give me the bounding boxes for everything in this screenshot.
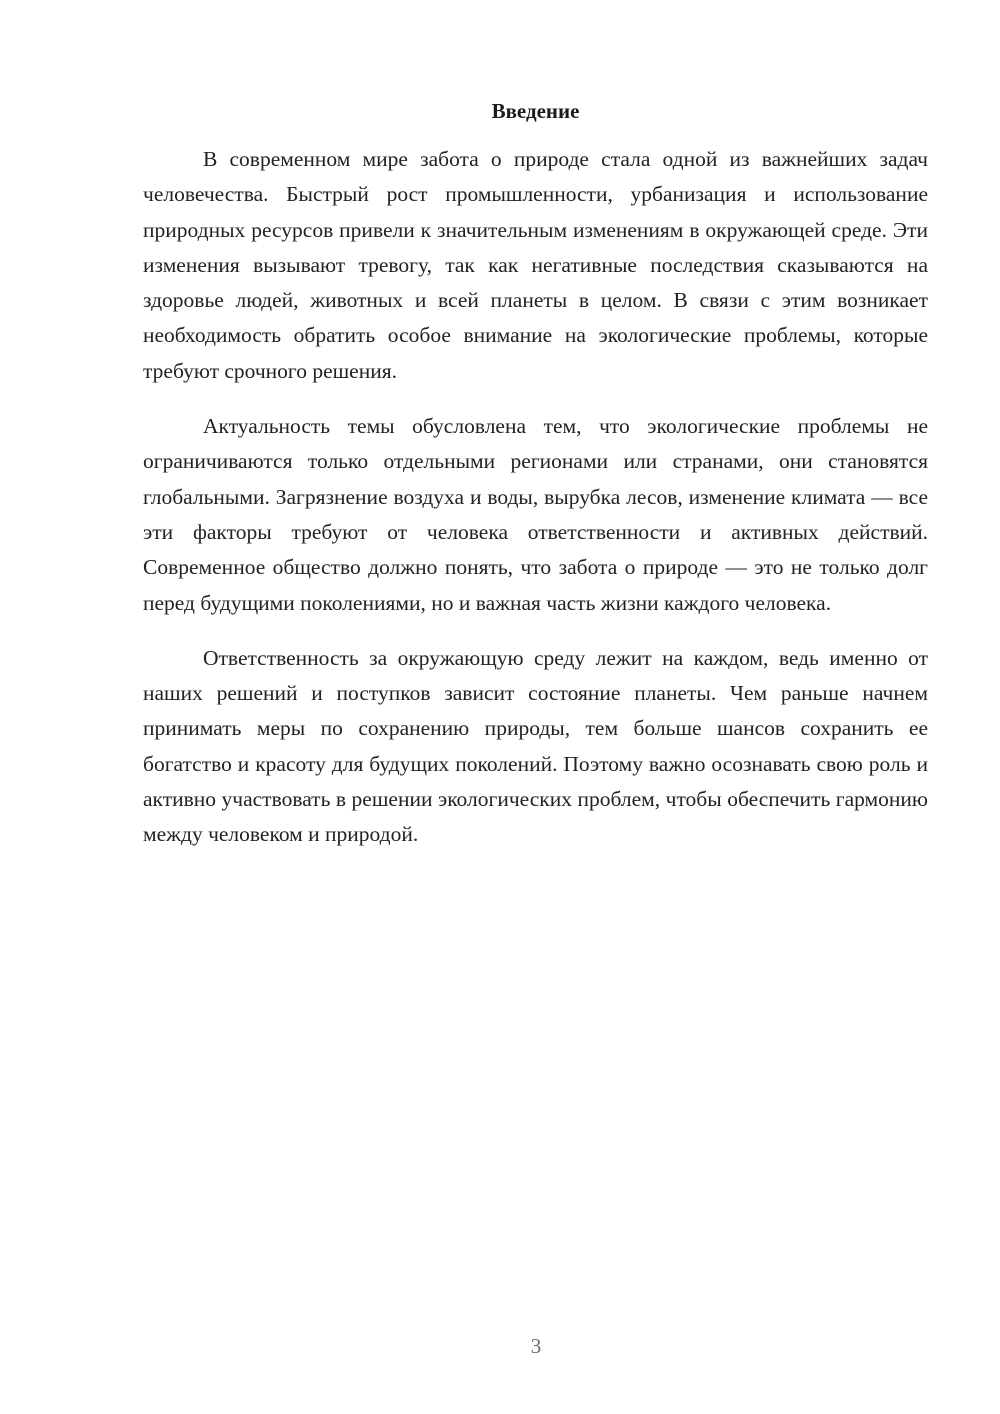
paragraph-intro: В современном мире забота о природе стала одной из важнейших задач человечества. Быстрый рост промышленности, урбанизация и использование природных ресурсов привели к значительным изменениям в окружающей среде. Эти изменения вызывают тревогу, так как негативные последствия сказываются на здоровье людей, животных и всей планеты в целом. В связи с этим возникает необходимость обратить особое внимание на экологические проблемы, которые требуют срочного решения. [143,147,928,383]
paragraph-relevance: Актуальность темы обусловлена тем, что экологические проблемы не ограничиваются только отдельными регионами или странами, они становятся глобальными. Загрязнение воздуха и воды, вырубка лесов, изменение климата — все эти факторы требуют от человека ответственности и активных действий. Современное общество должно понять, что забота о природе — это не только долг перед будущими поколениями, но и важная часть жизни каждого человека. [143,414,928,615]
paragraph-responsibility: Ответственность за окружающую среду лежит на каждом, ведь именно от наших решений и поступков зависит состояние планеты. Чем раньше начнем принимать меры по сохранению природы, тем больше шансов сохранить ее богатство и красоту для будущих поколений. Поэтому важно осознавать свою роль и активно участвовать в решении экологических проблем, чтобы обеспечить гармонию между человеком и природой. [143,645,928,847]
page-number: 3 [530,1334,542,1358]
section-title: Введение [491,99,580,123]
body-text [143,142,928,873]
